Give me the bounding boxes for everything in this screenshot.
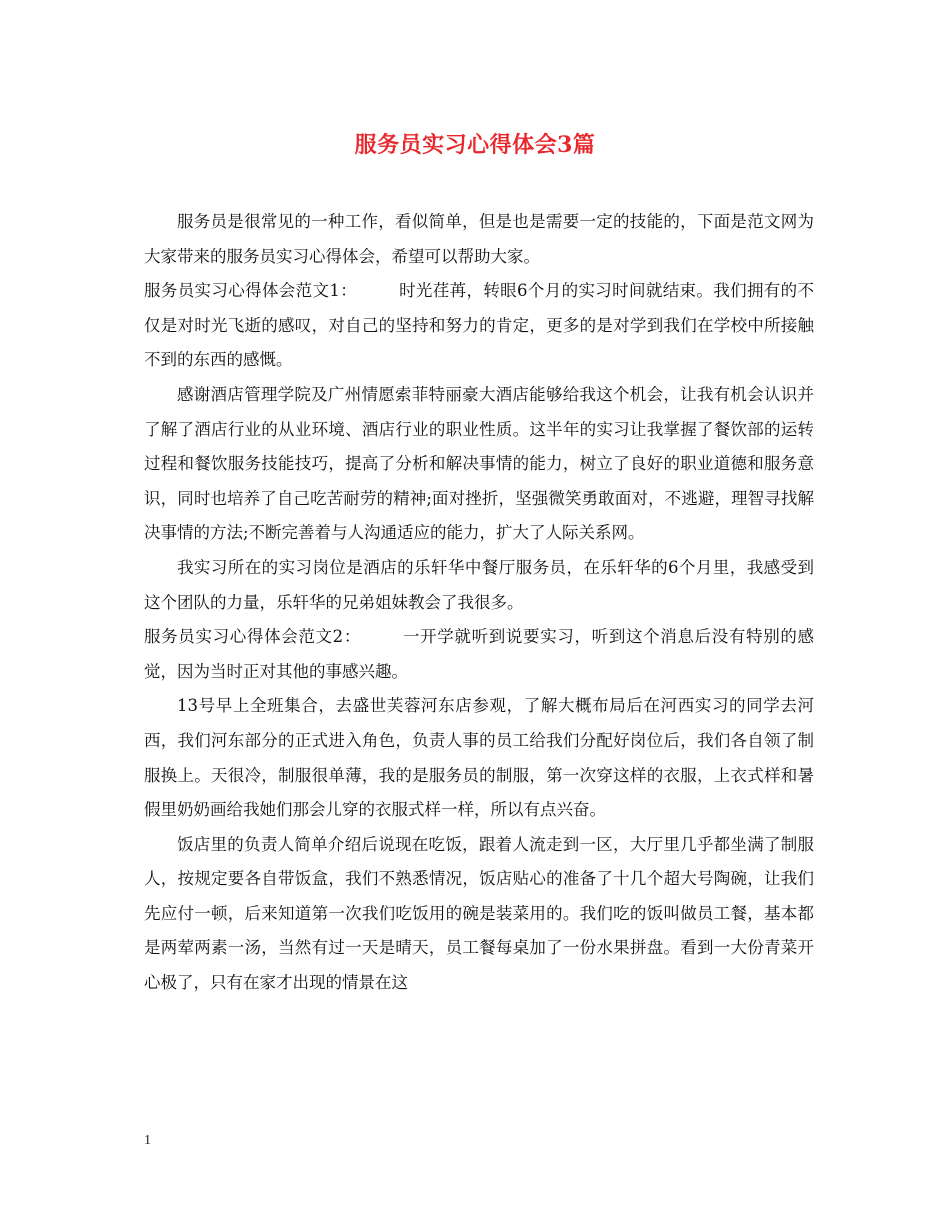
paragraph-sample-2: [144, 620, 814, 689]
document-body: [144, 205, 814, 1001]
paragraph-text: 感谢酒店管理学院及广州情愿索菲特丽豪大酒店能够给我这个机会，让我有机会认识并了解了酒店行业的从业环境、酒店行业的职业性质。这半年的实习让我掌握了餐饮部的运转过程和餐饮服务技能技巧，提高了分析和解决事情的能力，树立了良好的职业道德和服务意识，同时也培养了自己吃苦耐劳的精神;面对挫折，坚强微笑勇敢面对，不逃避，理智寻找解决事情的方法;不断完善着与人沟通适应的能力，扩大了人际关系网。: [144, 384, 814, 543]
paragraph-text: 服务员是很常见的一种工作，看似简单，但是也是需要一定的技能的，下面是范文网为大家带来的服务员实习心得体会，希望可以帮助大家。: [144, 212, 814, 266]
paragraph-text: 一开学就听到说要实习，听到这个消息后没有特别的感觉，因为当时正对其他的事感兴趣。: [144, 627, 814, 681]
paragraph-sample-1: [144, 274, 814, 378]
paragraph-intro: [144, 205, 814, 274]
paragraph-text: 我实习所在的实习岗位是酒店的乐轩华中餐厅服务员，在乐轩华的6个月里，我感受到这个团队的力量，乐轩华的兄弟姐妹教会了我很多。: [144, 557, 814, 612]
paragraph-position: [144, 551, 814, 620]
page-number: 1: [144, 1133, 151, 1148]
section-heading-1: 服务员实习心得体会范文1：: [144, 281, 358, 301]
paragraph-text: 时光荏苒，转眼6个月的实习时间就结束。我们拥有的不仅是对时光飞逝的感叹，对自己的坚持和努力的肯定，更多的是对学到我们在学校中所接触不到的东西的感慨。: [144, 281, 815, 370]
paragraph-thanks: [144, 378, 814, 551]
paragraph-meal: [144, 828, 814, 1001]
document-title: 服务员实习心得体会3篇: [354, 132, 596, 158]
section-heading-2: 服务员实习心得体会范文2：: [144, 627, 361, 647]
paragraph-text: 饭店里的负责人简单介绍后说现在吃饭，跟着人流走到一区，大厅里几乎都坐满了制服人，按规定要各自带饭盒，我们不熟悉情况，饭店贴心的准备了十几个超大号陶碗，让我们先应付一顿，后来知道第一次我们吃饭用的碗是装菜用的。我们吃的饭叫做员工餐，基本都是两荤两素一汤，当然有过一天是晴天，员工餐每桌加了一份水果拼盘。看到一大份青菜开心极了，只有在家才出现的情景在这: [144, 834, 814, 993]
paragraph-text: 13号早上全班集合，去盛世芙蓉河东店参观，了解大概布局后在河西实习的同学去河西，我们河东部分的正式进入角色，负责人事的员工给我们分配好岗位后，我们各自领了制服换上。天很冷，制服很单薄，我的是服务员的制服，第一次穿这样的衣服，上衣式样和暑假里奶奶画给我她们那会儿穿的衣服式样一样，所以有点兴奋。: [144, 696, 814, 820]
paragraph-visit: [144, 689, 814, 827]
